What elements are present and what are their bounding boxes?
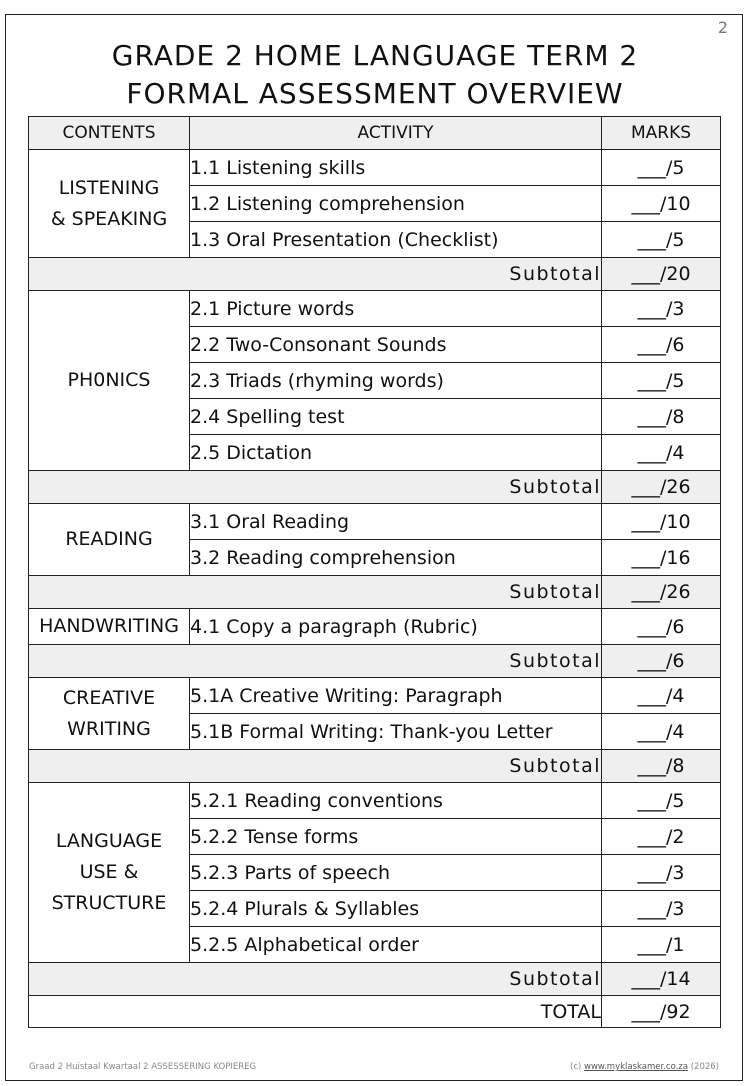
section-name-line: USE &: [79, 861, 139, 883]
activity-marks: ___/2: [602, 819, 721, 855]
activity-label: 2.2 Two-Consonant Sounds: [190, 327, 602, 363]
activity-label: 5.2.4 Plurals & Syllables: [190, 891, 602, 927]
subtotal-label: Subtotal: [29, 750, 602, 783]
subtotal-label: Subtotal: [29, 645, 602, 678]
activity-marks: ___/4: [602, 714, 721, 750]
total-label: TOTAL: [29, 996, 602, 1028]
section-name-line: READING: [65, 528, 153, 550]
header-marks: MARKS: [602, 117, 721, 150]
subtotal-row: [29, 750, 721, 783]
activity-label: 2.5 Dictation: [190, 435, 602, 471]
subtotal-label: Subtotal: [29, 963, 602, 996]
table-header-row: [29, 117, 721, 150]
activity-marks: ___/5: [602, 222, 721, 258]
activity-label: 2.4 Spelling test: [190, 399, 602, 435]
section-name-line: WRITING: [67, 717, 151, 740]
table-row: [29, 504, 721, 540]
activity-label: 5.2.3 Parts of speech: [190, 855, 602, 891]
subtotal-row: [29, 963, 721, 996]
subtotal-label: Subtotal: [29, 471, 602, 504]
header-contents: CONTENTS: [29, 117, 190, 150]
header-activity: ACTIVITY: [190, 117, 602, 150]
subtotal-row: [29, 471, 721, 504]
activity-label: 1.2 Listening comprehension: [190, 186, 602, 222]
activity-label: 1.3 Oral Presentation (Checklist): [190, 222, 602, 258]
page-title-line-2: FORMAL ASSESSMENT OVERVIEW: [126, 77, 624, 110]
subtotal-label: Subtotal: [29, 576, 602, 609]
subtotal-marks: ___/6: [602, 645, 721, 678]
activity-marks: ___/5: [602, 150, 721, 186]
page-number: 2: [717, 18, 728, 37]
activity-label: 4.1 Copy a paragraph (Rubric): [190, 609, 602, 645]
activity-marks: ___/10: [602, 186, 721, 222]
activity-label: 2.1 Picture words: [190, 291, 602, 327]
activity-marks: ___/6: [602, 609, 721, 645]
section-name: [29, 150, 190, 258]
subtotal-marks: ___/26: [602, 471, 721, 504]
activity-marks: ___/1: [602, 927, 721, 963]
total-marks: ___/92: [602, 996, 721, 1028]
section-name: [29, 291, 190, 471]
activity-marks: ___/3: [602, 891, 721, 927]
activity-marks: ___/4: [602, 435, 721, 471]
table-row: [29, 150, 721, 186]
footer-copyright-symbol: (c): [570, 1062, 582, 1072]
section-name-line: LANGUAGE: [55, 830, 163, 852]
subtotal-marks: ___/8: [602, 750, 721, 783]
activity-marks: ___/8: [602, 399, 721, 435]
table-body: [29, 150, 721, 1028]
activity-marks: ___/6: [602, 327, 721, 363]
subtotal-row: [29, 576, 721, 609]
activity-label: 5.2.2 Tense forms: [190, 819, 602, 855]
footer-copyright-note: Graad 2 Huistaal Kwartaal 2 ASSESSERING KOPIEREG: [29, 1062, 257, 1072]
activity-label: 2.3 Triads (rhyming words): [190, 363, 602, 399]
section-name-line: & SPEAKING: [50, 207, 168, 230]
page-title-line-1: GRADE 2 HOME LANGUAGE TERM 2: [111, 39, 639, 72]
section-name: [29, 678, 190, 750]
subtotal-marks: ___/20: [602, 258, 721, 291]
footer-year: (2026): [690, 1062, 719, 1072]
total-row: [29, 996, 721, 1028]
assessment-table: [28, 116, 721, 1028]
activity-label: 3.2 Reading comprehension: [190, 540, 602, 576]
subtotal-marks: ___/26: [602, 576, 721, 609]
subtotal-label: Subtotal: [29, 258, 602, 291]
activity-label: 3.1 Oral Reading: [190, 504, 602, 540]
subtotal-marks: ___/14: [602, 963, 721, 996]
table-row: [29, 609, 721, 645]
section-name-line: LISTENING: [58, 176, 160, 199]
activity-marks: ___/16: [602, 540, 721, 576]
table-row: [29, 291, 721, 327]
section-name-line: CREATIVE: [62, 686, 156, 709]
activity-label: 5.2.1 Reading conventions: [190, 783, 602, 819]
activity-marks: ___/5: [602, 783, 721, 819]
section-name: [29, 609, 190, 645]
section-name: [29, 783, 190, 963]
section-name: [29, 504, 190, 576]
footer-site: [570, 1062, 719, 1072]
section-name-line: STRUCTURE: [51, 892, 167, 914]
section-name-line: HANDWRITING: [39, 615, 179, 637]
activity-label: 1.1 Listening skills: [190, 150, 602, 186]
activity-marks: ___/3: [602, 291, 721, 327]
section-name-line: PH0NICS: [67, 369, 151, 391]
subtotal-row: [29, 645, 721, 678]
activity-label: 5.1A Creative Writing: Paragraph: [190, 678, 602, 714]
table-row: [29, 783, 721, 819]
footer-website-link[interactable]: www.myklaskamer.co.za: [584, 1062, 689, 1072]
activity-marks: ___/5: [602, 363, 721, 399]
table-row: [29, 678, 721, 714]
activity-label: 5.1B Formal Writing: Thank-you Letter: [190, 714, 602, 750]
subtotal-row: [29, 258, 721, 291]
activity-marks: ___/4: [602, 678, 721, 714]
activity-label: 5.2.5 Alphabetical order: [190, 927, 602, 963]
activity-marks: ___/3: [602, 855, 721, 891]
activity-marks: ___/10: [602, 504, 721, 540]
